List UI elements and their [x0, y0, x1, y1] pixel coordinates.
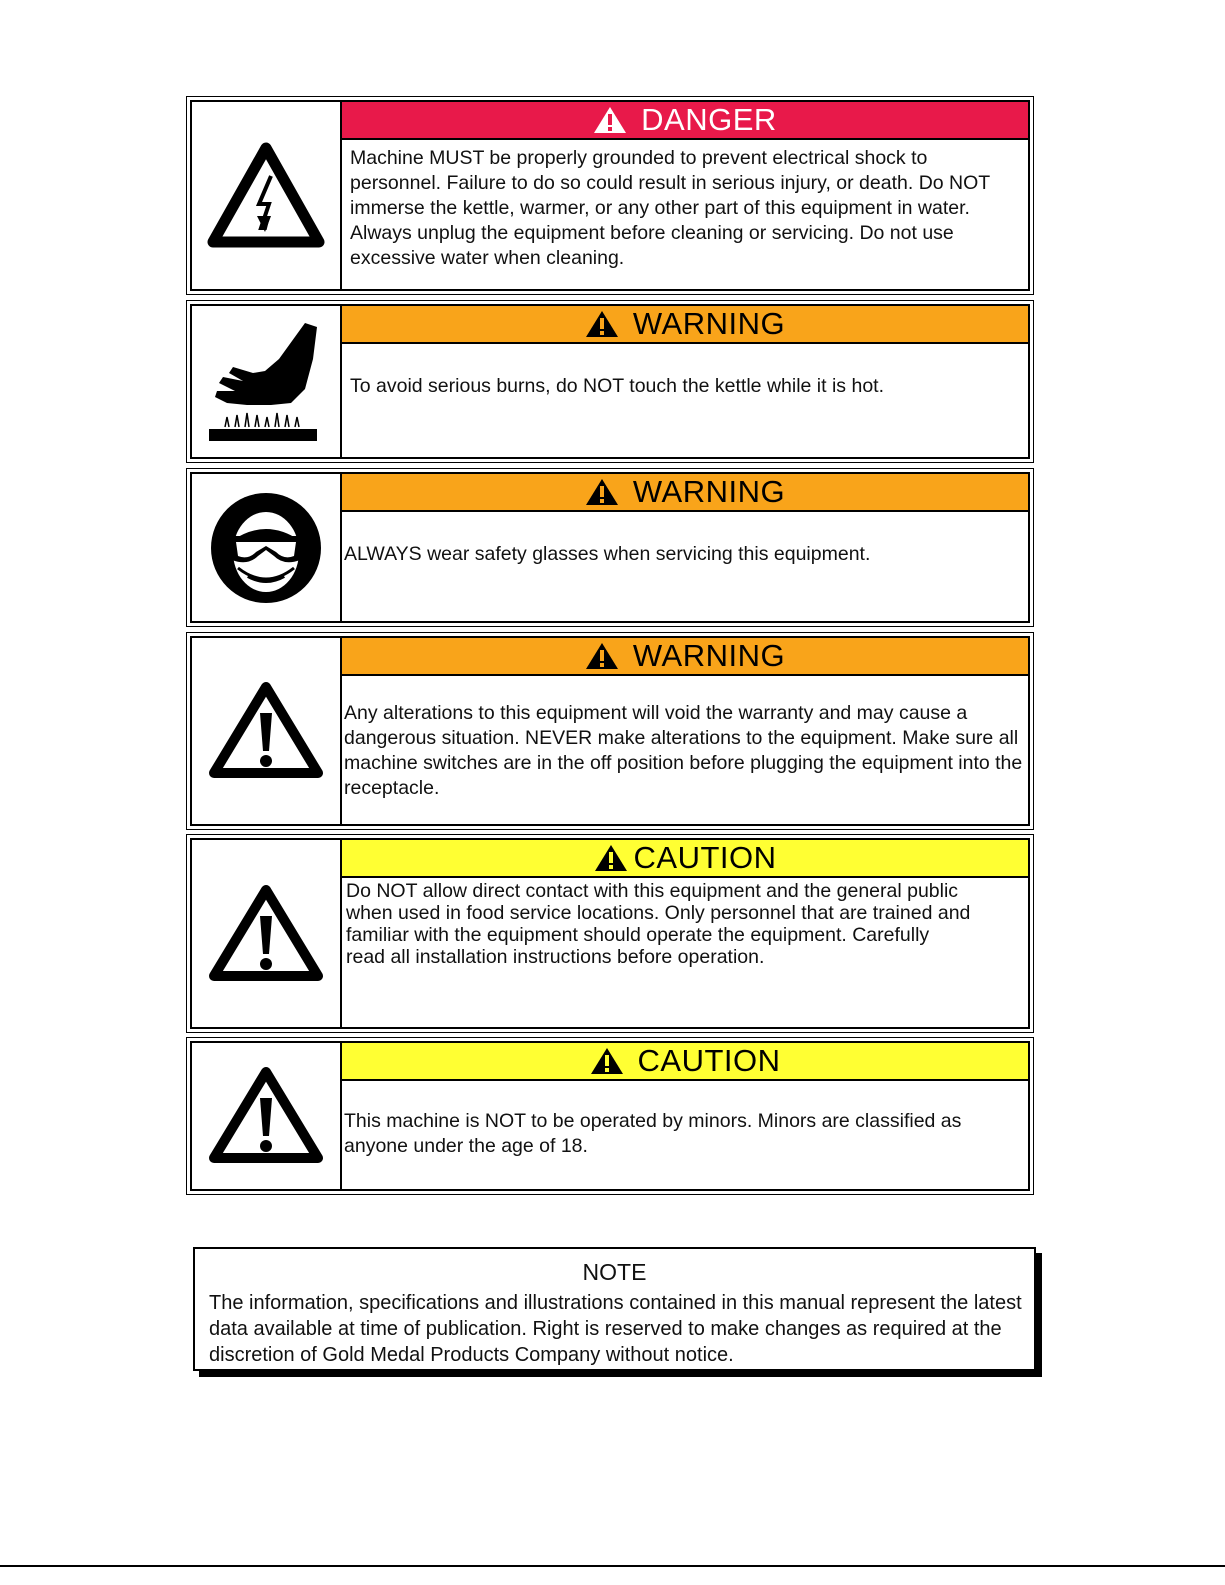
signal-word: WARNING [632, 474, 786, 509]
warning-triangle-icon [585, 310, 619, 338]
exclamation-warning-icon [208, 681, 324, 781]
icon-cell [192, 638, 342, 824]
label-text: Any alterations to this equipment will void the warranty and may cause a dangerous situation. NEVER make alterations to the equipment. Make sure all machine switches are in the off position before plugging the equipment into the receptacle. [344, 702, 1023, 799]
hot-surface-hand-icon [207, 319, 325, 445]
label-text: ALWAYS wear safety glasses when servicing this equipment. [344, 543, 871, 565]
warning-triangle-icon [590, 1047, 624, 1075]
icon-cell [192, 102, 342, 289]
caution-header [342, 840, 1028, 878]
note-box [193, 1247, 1036, 1371]
danger-label [186, 96, 1034, 295]
warning-triangle-icon [593, 106, 627, 134]
icon-cell [192, 1043, 342, 1189]
icon-cell [192, 840, 342, 1027]
signal-word: CAUTION [637, 1043, 781, 1078]
page-bottom-rule [0, 1565, 1225, 1567]
signal-word: DANGER [641, 102, 777, 137]
warning-label-glasses [186, 468, 1034, 627]
icon-cell [192, 306, 342, 457]
caution-label-public [186, 834, 1034, 1033]
warning-triangle-icon [585, 642, 619, 670]
safety-glasses-icon [208, 490, 324, 606]
exclamation-warning-icon [208, 884, 324, 984]
caution-label-minors [186, 1037, 1034, 1195]
warning-label-burn [186, 300, 1034, 463]
warning-header [342, 306, 1028, 344]
signal-word: WARNING [632, 306, 786, 341]
label-text: Do NOT allow direct contact with this equipment and the general public when used in food service locations. Only personnel that are trained and familiar with the equipment should operate the equipment. Carefully read all installation instructions before operation. [346, 880, 971, 968]
note-title: NOTE [582, 1259, 647, 1285]
warning-triangle-icon [585, 478, 619, 506]
label-text: Machine MUST be properly grounded to prevent electrical shock to personnel. Failure to do so could result in serious injury, or death. Do NOT immerse the kettle, warmer, or any other part of this equipment in water. Always unplug the equipment before cleaning or servicing. Do not use excessive water when cleaning. [350, 147, 990, 269]
warning-header [342, 638, 1028, 676]
signal-word: WARNING [632, 638, 786, 673]
label-text: This machine is NOT to be operated by minors. Minors are classified as anyone under the age of 18. [344, 1110, 962, 1157]
caution-header [342, 1043, 1028, 1081]
label-text: To avoid serious burns, do NOT touch the kettle while it is hot. [350, 375, 884, 397]
note-text: The information, specifications and illustrations contained in this manual represent the latest data available at time of publication. Right is reserved to make changes as required at the discretion of Gold Medal Products Company without notice. [209, 1292, 1022, 1366]
warning-triangle-icon [594, 844, 628, 872]
icon-cell [192, 474, 342, 621]
warning-header [342, 474, 1028, 512]
electrical-hazard-icon [207, 142, 325, 250]
danger-header [342, 102, 1028, 140]
signal-word: CAUTION [633, 840, 777, 875]
exclamation-warning-icon [208, 1066, 324, 1166]
warning-label-alterations [186, 632, 1034, 830]
